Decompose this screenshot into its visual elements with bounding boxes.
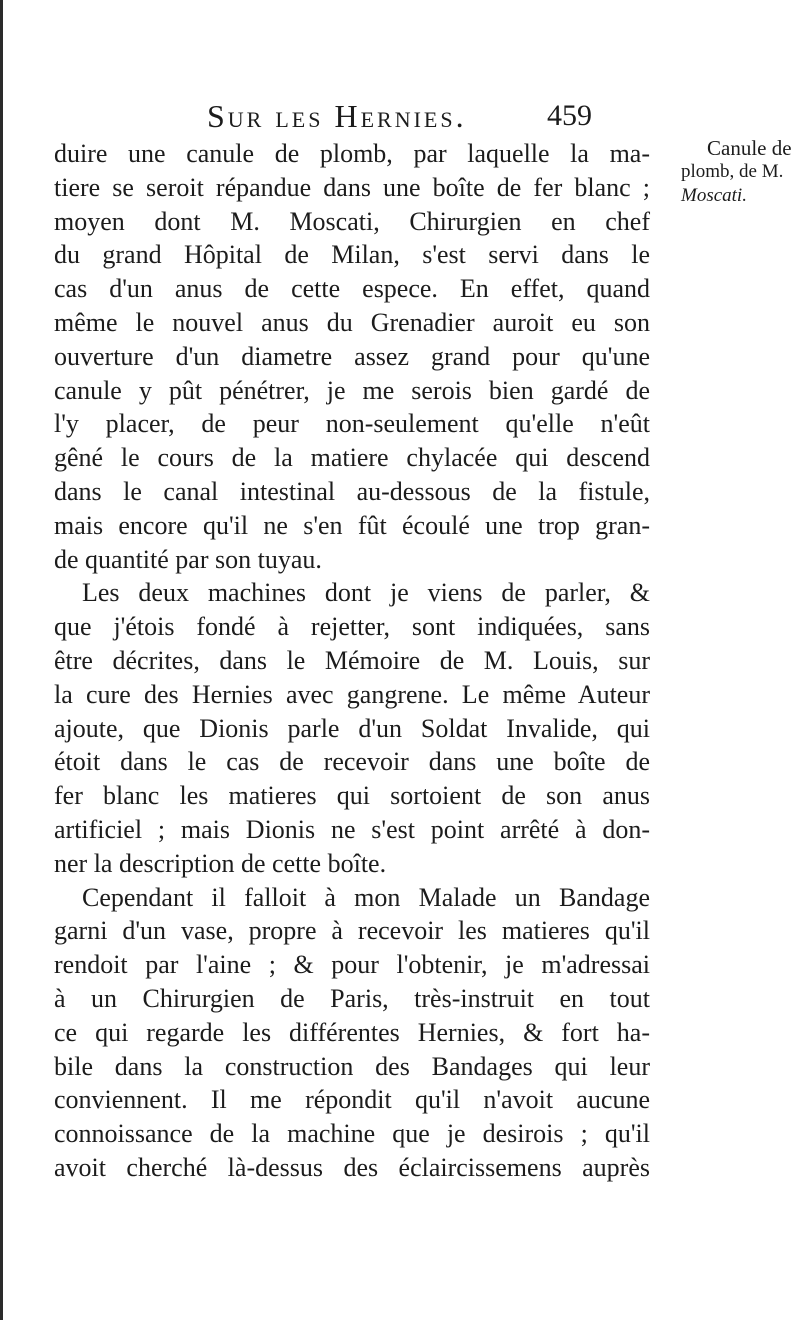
text-line: connoissance de la machine que je desirois ; qu'il [54,1119,650,1149]
text-line: tiere se seroit répandue dans une boîte de fer blanc ; [54,172,650,202]
margin-note [681,136,796,208]
text-line: dans le canal intestinal au-dessous de la fistule, [54,476,650,506]
text-line: garni d'un vase, propre à recevoir les matieres qu'il [54,916,650,946]
text-line: gêné le cours de la matiere chylacée qui descend [54,443,650,473]
page-header [207,96,767,136]
text-line: rendoit par l'aine ; & pour l'obtenir, je m'adressai [54,950,650,980]
text-line: fer blanc les matieres qui sortoient de son anus [54,781,650,811]
margin-note-line: Canule de [707,136,792,160]
text-line: mais encore qu'il ne s'en fût écoulé une trop gran- [54,510,650,540]
text-line: Cependant il falloit à mon Malade un Bandage [82,882,650,912]
text-line: l'y placer, de peur non-seulement qu'elle n'eût [54,409,650,439]
text-line: ner la description de cette boîte. [54,848,387,878]
text-line: être décrites, dans le Mémoire de M. Louis, sur [54,645,650,675]
text-line: cas d'un anus de cette espece. En effet, quand [54,274,650,304]
text-line: du grand Hôpital de Milan, s'est servi dans le [54,240,650,270]
margin-note-line: plomb, de M. [681,161,784,182]
text-line: bile dans la construction des Bandages qui leur [54,1051,650,1081]
text-line: avoit cherché là-dessus des éclaircissemens auprès [54,1152,650,1182]
text-line: ce qui regarde les différentes Hernies, & fort ha- [54,1017,650,1047]
text-line: étoit dans le cas de recevoir dans une boîte de [54,747,650,777]
page-number: 459 [547,99,592,132]
text-line: à un Chirurgien de Paris, très-instruit en tout [54,983,650,1013]
text-line: Les deux machines dont je viens de parler, & [82,578,650,608]
text-line: même le nouvel anus du Grenadier auroit eu son [54,307,650,337]
page-edge-shadow [0,0,3,1320]
text-line: que j'étois fondé à rejetter, sont indiquées, sans [54,612,650,642]
text-line: ouverture d'un diametre assez grand pour qu'une [54,341,650,371]
body-text [54,137,650,1185]
text-line: de quantité par son tuyau. [54,544,322,574]
text-line: duire une canule de plomb, par laquelle la ma- [54,139,650,168]
running-head: Sur les Hernies. [207,98,467,134]
text-line: canule y pût pénétrer, je me serois bien gardé de [54,375,650,405]
text-line: artificiel ; mais Dionis ne s'est point arrêté à don- [54,814,650,844]
text-line: la cure des Hernies avec gangrene. Le même Auteur [54,679,650,709]
margin-note-line: Moscati. [681,185,747,206]
text-line: moyen dont M. Moscati, Chirurgien en chef [54,206,650,236]
text-line: ajoute, que Dionis parle d'un Soldat Invalide, qui [54,713,650,743]
text-line: conviennent. Il me répondit qu'il n'avoit aucune [54,1085,650,1115]
